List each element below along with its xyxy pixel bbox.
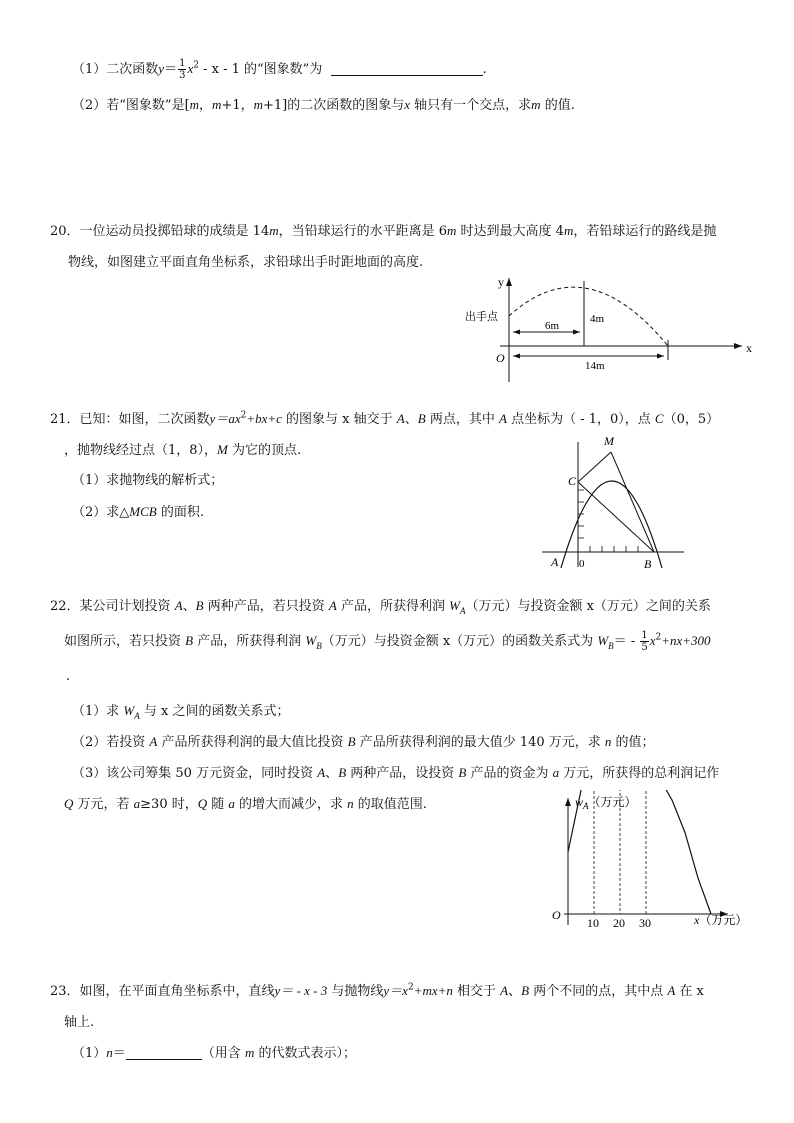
- dist-6m-label: 6m: [545, 320, 560, 332]
- q22-part1: （1）求 $W_A$ 与 x 之间的函数关系式；: [72, 703, 290, 721]
- segment-CB: [578, 482, 654, 552]
- y-axis-arrow: [506, 278, 512, 286]
- q23-line1: 23．如图，在平面直角坐标系中，直线y＝ - x - 3 与抛物线$y=x^2+mx+n$ 相交于 A、B 两个不同的点，其中点 A 在 x: [50, 982, 704, 999]
- y-axis-label: $w_A$（万元）: [575, 795, 637, 811]
- x-tick-label-10: 10: [587, 916, 599, 930]
- q21-part1: （1）求抛物线的解析式；: [72, 473, 224, 488]
- label-B: B: [644, 557, 652, 571]
- q22-profit-chart: [528, 790, 768, 935]
- origin-label: O: [552, 908, 561, 922]
- dist-14m-label: 14m: [585, 360, 605, 372]
- fraction-one-fifth: $\frac{1}{5}$: [641, 630, 648, 653]
- y-axis-label: y: [498, 275, 504, 289]
- q22-part3-line2: Q 万元，若 a≥30 时，Q 随 a 的增大而减少，求 n 的取值范围.: [64, 796, 427, 812]
- q22-line3: .: [66, 669, 71, 684]
- q19-part1: （1）二次函数y＝ $\frac{1}{3}$ $x^2$ - x - 1 的“图象数”为 .: [72, 58, 487, 81]
- label-C: C: [568, 474, 577, 488]
- fraction-one-third: $\frac{1}{3}$: [179, 58, 186, 81]
- parabola: [561, 481, 662, 568]
- q19-part2: （2）若“图象数”是[m，m+1，m+1]的二次函数的图象与x 轴只有一个交点，求m 的值.: [72, 97, 575, 113]
- q23-part1: （1）n＝ （用含 m 的代数式表示）；: [72, 1045, 356, 1061]
- answer-blank[interactable]: [126, 1045, 202, 1060]
- x-axis-arrow: [734, 343, 742, 349]
- x-axis-label: x: [746, 341, 752, 355]
- segment-MC: [578, 452, 611, 482]
- q22-part2: （2）若投资 A 产品所获得利润的最大值比投资 B 产品所获得利润的最大值少 140 万元，求 n 的值；: [72, 734, 655, 750]
- release-point-label: 出手点: [465, 311, 498, 323]
- q22-line2: 如图所示，若只投资 B 产品，所获得利润 $W_B$（万元）与投资金额 x（万元）的函数关系式为 $W_B=$ - $\frac{1}{5}$ $x^2+nx+300$: [64, 630, 711, 653]
- q20-figure: [460, 270, 760, 385]
- q21-line2: ，抛物线经过点（1，8），M 为它的顶点.: [64, 442, 302, 458]
- q20-line2: 物线，如图建立平面直角坐标系，求铅球出手时距地面的高度.: [68, 255, 424, 270]
- q21-part2: （2）求△MCB 的面积.: [72, 504, 204, 520]
- y-axis-arrow: [565, 798, 571, 806]
- q23-line2: 轴上.: [64, 1015, 95, 1030]
- q22-part3-line1: （3）该公司筹集 50 万元资金，同时投资 A、B 两种产品，设投资 B 产品的资金为 a 万元，所获得的总利润记作: [72, 765, 720, 781]
- answer-blank[interactable]: [331, 61, 483, 76]
- q21-figure: [538, 432, 688, 572]
- label-A: A: [551, 555, 559, 569]
- label-M: M: [604, 434, 614, 448]
- trajectory-curve: [509, 287, 668, 346]
- x-axis-label: x（万元）: [694, 913, 748, 927]
- q22-line1: 22．某公司计划投资 A、B 两种产品，若只投资 A 产品，所获得利润 $W_A$（万元）与投资金额 x（万元）之间的关系: [50, 598, 711, 616]
- origin-label: O: [496, 351, 505, 365]
- x-tick-label-20: 20: [613, 916, 625, 930]
- segment-MB: [611, 452, 654, 552]
- height-label: 4m: [590, 313, 605, 325]
- x-tick-label-30: 30: [639, 916, 651, 930]
- q21-line1: 21．已知：如图，二次函数$y=ax^2+bx+c$ 的图象与 x 轴交于 A、B 两点，其中 A 点坐标为（ - 1，0），点 C（0，5）: [50, 410, 720, 427]
- q20-line1: 20．一位运动员投掷铅球的成绩是 14m，当铅球运行的水平距离是 6m 时达到最大高度 4m，若铅球运行的路线是抛: [50, 223, 717, 239]
- label-O: 0: [579, 558, 585, 570]
